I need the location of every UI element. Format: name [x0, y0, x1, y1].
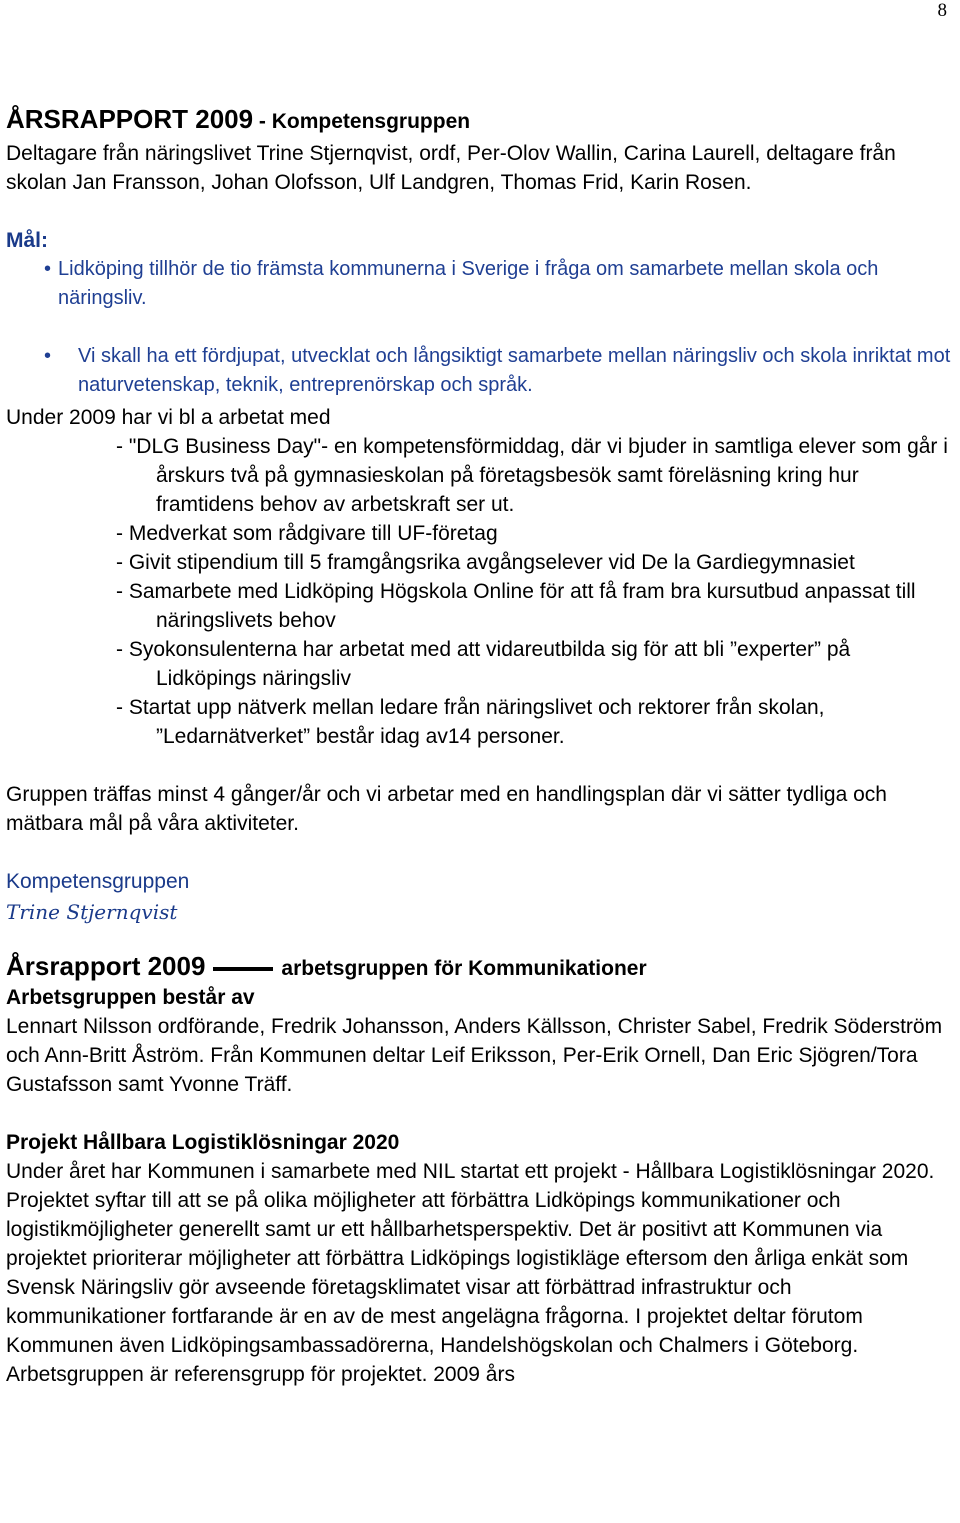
- work-intro: Under 2009 har vi bl a arbetat med: [6, 406, 331, 429]
- goals-label: Mål:: [6, 229, 48, 252]
- project-heading: Projekt Hållbara Logistiklösningar 2020: [6, 1131, 400, 1154]
- meetings-text: Gruppen träffas minst 4 gånger/år och vi arbetar med en handlingsplan där vi sätter tydliga och mätbara mål på våra aktiviteter.: [6, 783, 887, 835]
- signoff-group: Kompetensgruppen: [6, 870, 190, 893]
- members-heading: Arbetsgruppen består av: [6, 986, 255, 1009]
- page-number: 8: [937, 0, 947, 21]
- report-title-kompetensgruppen: [6, 102, 956, 139]
- goal-item: • Vi skall ha ett fördjupat, utvecklat och långsiktigt samarbete mellan näringsliv och skola inriktat mot naturvetenskap, teknik, entreprenörskap och språk.: [6, 342, 956, 400]
- work-list: [6, 432, 956, 751]
- bullet-icon: •: [44, 258, 52, 280]
- work-item: - "DLG Business Day"- en kompetensförmiddag, där vi bjuder in samtliga elever som går i årskurs två på gymnasieskolan på företagsbesök samt föreläsning kring hur framtidens behov av arbetskraft ser ut.: [116, 435, 948, 516]
- work-item: - Givit stipendium till 5 framgångsrika avgångselever vid De la Gardiegymnasiet: [116, 551, 855, 574]
- members-text: Lennart Nilsson ordförande, Fredrik Johansson, Anders Källsson, Christer Sabel, Fredrik Söderström och Ann-Britt Åström. Från Kommunen deltar Leif Eriksson, Per-Erik Ornell, Dan Eric Sjögren/Tora Gustafsson samt Yvonne Träff.: [6, 1015, 943, 1096]
- title-main: ÅRSRAPPORT 2009: [6, 104, 254, 134]
- work-item: - Medverkat som rådgivare till UF-företag: [116, 522, 498, 545]
- work-item: - Samarbete med Lidköping Högskola Online för att få fram bra kursutbud anpassat till näringslivets behov: [116, 580, 916, 632]
- project-text: Under året har Kommunen i samarbete med NIL startat ett projekt - Hållbara Logistiklösningar 2020. Projektet syftar till att se på olika möjligheter att förbättra Lidköpings kommunikationer och logistikmöjligheter generellt samt ur ett hållbarhetsperspektiv. Det är positivt att Kommunen via projektet prioriterar möjligheter att förbättra Lidköpings logistikläge eftersom den årliga enkät som Svensk Näringsliv gör avseende företagsklimatet visar att förbättrad infrastruktur och kommunikationer fortfarande är en av de mest angelägna frågorna. I projektet deltar förutom Kommunen även Lidköpingsambassadörerna, Handelshögskolan och Chalmers i Göteborg. Arbetsgruppen är referensgrupp för projektet. 2009 års: [6, 1160, 935, 1386]
- title-sub-2: arbetsgruppen för Kommunikationer: [281, 957, 647, 980]
- bullet-icon: •: [44, 345, 52, 367]
- title-main-2: Årsrapport 2009: [6, 951, 206, 981]
- signature: Trine Stjernqvist: [6, 900, 178, 924]
- goals-list: [6, 255, 956, 400]
- report-title-kommunikationer: [6, 952, 956, 983]
- work-item: - Syokonsulenterna har arbetat med att vidareutbilda sig för att bli ”experter” på Lidköpings näringsliv: [116, 638, 851, 690]
- title-dash: [213, 967, 273, 971]
- goal-item: • Lidköping tillhör de tio främsta kommunerna i Sverige i fråga om samarbete mellan skola och näringsliv.: [6, 255, 956, 313]
- title-sub: - Kompetensgruppen: [253, 110, 471, 133]
- document-body: [6, 102, 956, 1389]
- participants-text: Deltagare från näringslivet Trine Stjernqvist, ordf, Per-Olov Wallin, Carina Laurell, deltagare från skolan Jan Fransson, Johan Olofsson, Ulf Landgren, Thomas Frid, Karin Rosen.: [6, 142, 896, 194]
- work-item: - Startat upp nätverk mellan ledare från näringslivet och rektorer från skolan, ”Ledarnätverket” består idag av14 personer.: [116, 696, 825, 748]
